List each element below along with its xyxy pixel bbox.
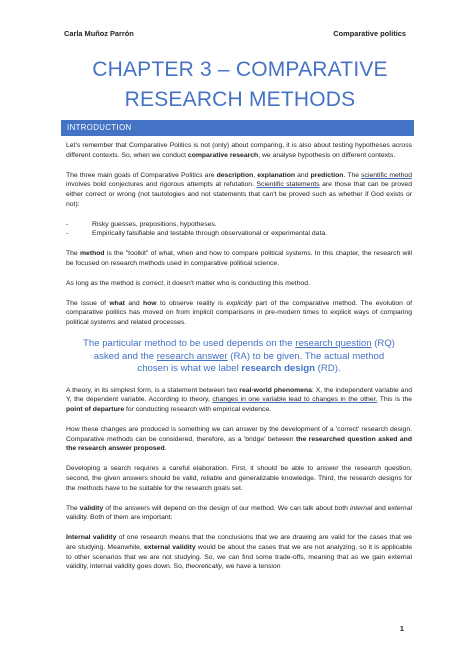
underlined-term: Scientific statements: [256, 181, 320, 189]
list-item-text: Empirically falsifiable and testable through observational or experimental data.: [92, 230, 328, 238]
bold-term: external validity: [144, 543, 196, 551]
list-item: [66, 220, 412, 230]
text: .: [164, 445, 167, 453]
bold-term: point of departure: [66, 406, 125, 414]
dash-bullet: -: [66, 220, 69, 228]
bold-term: the researched question asked and the research answer proposed: [66, 435, 412, 453]
text: The: [66, 250, 80, 258]
bold-term: research design: [241, 363, 315, 375]
text: How these changes are produced is something we can answer by the development of a 'correct' research design. Comparative methods can be considered, therefore, as a 'bridge' between: [66, 426, 412, 443]
text: , we analyse hypothesis on different contexts.: [258, 151, 396, 159]
text: and: [295, 171, 311, 179]
italic-term: theoretically: [185, 563, 222, 571]
header-author: Carla Muñoz Parrón: [64, 29, 134, 38]
dash-bullet: -: [66, 230, 69, 238]
text: A theory, in its simplest form, is a statement between two: [66, 386, 240, 394]
text: : X, the independent variable and Y, the dependent variable. According to theory,: [66, 386, 413, 404]
underlined-term: scientific method: [361, 171, 412, 179]
paragraph-10: [66, 533, 412, 572]
chapter-title-line-2: RESEARCH METHODS: [124, 88, 356, 111]
list-item-text: Risky guesses, prepositions, hypotheses.: [92, 220, 217, 228]
text: The particular method to be used depends on the: [83, 337, 296, 349]
text: This is the: [377, 396, 412, 404]
bold-term: Internal validity: [66, 534, 117, 542]
text: The: [66, 504, 80, 512]
paragraph-4: [66, 279, 412, 289]
bold-term: validity: [79, 504, 104, 512]
paragraph-7: [66, 425, 412, 454]
body-text: [66, 141, 412, 582]
italic-term: external: [387, 504, 412, 512]
text: of one research means that the conclusions that we are drawing are valid for the cases that we are studying. Meanwhile,: [66, 534, 413, 551]
text: As long as the method is: [66, 279, 143, 287]
italic-term: correct: [142, 279, 164, 287]
bold-term: comparative research: [187, 151, 259, 159]
text: (RD).: [315, 363, 341, 375]
chapter-title-line-1: CHAPTER 3 – COMPARATIVE: [92, 58, 388, 81]
section-heading-bar: [61, 120, 414, 136]
text: and: [372, 504, 388, 512]
text: The issue of: [66, 299, 110, 307]
text: Let's remember that Comparative Politics is not (only) about comparing, it is also about testing hypotheses across different contexts. So, when we conduct: [66, 142, 412, 159]
text: part of the comparative method. The evolution of comparative politics has moved on from implicit comparisons in pre-modern times to explicit ways of comparing political systems and related processes.: [66, 299, 412, 327]
bullet-list: [66, 220, 412, 239]
text: to observe reality is: [156, 299, 227, 307]
text: ,: [253, 171, 258, 179]
underlined-term: research answer: [156, 350, 228, 362]
text: involves bold conjectures and rigorous attempts at refutation.: [66, 181, 257, 189]
paragraph-2: [66, 171, 412, 210]
text: (RQ) asked and the: [93, 337, 395, 362]
text: . The: [343, 171, 362, 179]
text: , we have a tension: [221, 563, 281, 571]
paragraph-9: [66, 504, 412, 523]
paragraph-8: Developing a search requires a careful elaboration. First, it should be able to answer the research question, second, the given answers should be valid, reliable and generalizable knowledge. Third, the research designs for the methods have to be suitable for the research goals set.: [66, 465, 412, 492]
bold-term: explanation: [257, 171, 296, 179]
text: validity. Both of them are important:: [66, 514, 173, 522]
underlined-term: research question: [295, 337, 372, 349]
header-course: Comparative politics: [333, 29, 406, 38]
bold-term: method: [80, 250, 105, 258]
text: are those that can be proved either correct or wrong (not tautologies and not statements that can't be proved such as whether if God exists or not):: [66, 181, 412, 208]
text: for conducting research with empirical evidence.: [124, 406, 272, 414]
highlight-quote: [78, 338, 400, 376]
paragraph-6: [66, 386, 412, 415]
text: is the "toolkit" of what, when and how to compare political systems. In this chapter, the research will be focused on research methods used in comparative political science.: [66, 250, 412, 267]
bold-term: prediction: [310, 171, 344, 179]
text: The three main goals of Comparative Politics are: [66, 171, 217, 179]
text: and: [124, 299, 143, 307]
list-item: [66, 229, 412, 239]
section-heading: INTRODUCTION: [67, 123, 132, 132]
bold-term: how: [142, 299, 157, 307]
page-number: 1: [399, 624, 404, 633]
bold-term: description: [216, 171, 254, 179]
italic-term: explicitly: [226, 299, 253, 307]
text: (RA) to be given. The actual method chosen is what we label: [137, 350, 385, 375]
underlined-term: changes in one variable lead to changes in the other.: [212, 396, 378, 404]
text: , it doesn't matter who is conducting this method.: [163, 279, 310, 287]
paragraph-1: [66, 141, 412, 160]
text: of the answers will depend on the design of our method. We can talk about both: [103, 504, 351, 512]
bold-term: real-world phenomena: [239, 386, 312, 394]
bold-term: what: [109, 299, 125, 307]
paragraph-5: [66, 299, 412, 328]
text: would be about the cases that we are not analyzing, so it is applicable to other scenarios that we are not studying. So, we can find some trade-offs, meaning that as we gain external validity, internal validity goes down. So,: [66, 543, 412, 571]
paragraph-3: [66, 249, 412, 268]
italic-term: internal: [350, 504, 373, 512]
